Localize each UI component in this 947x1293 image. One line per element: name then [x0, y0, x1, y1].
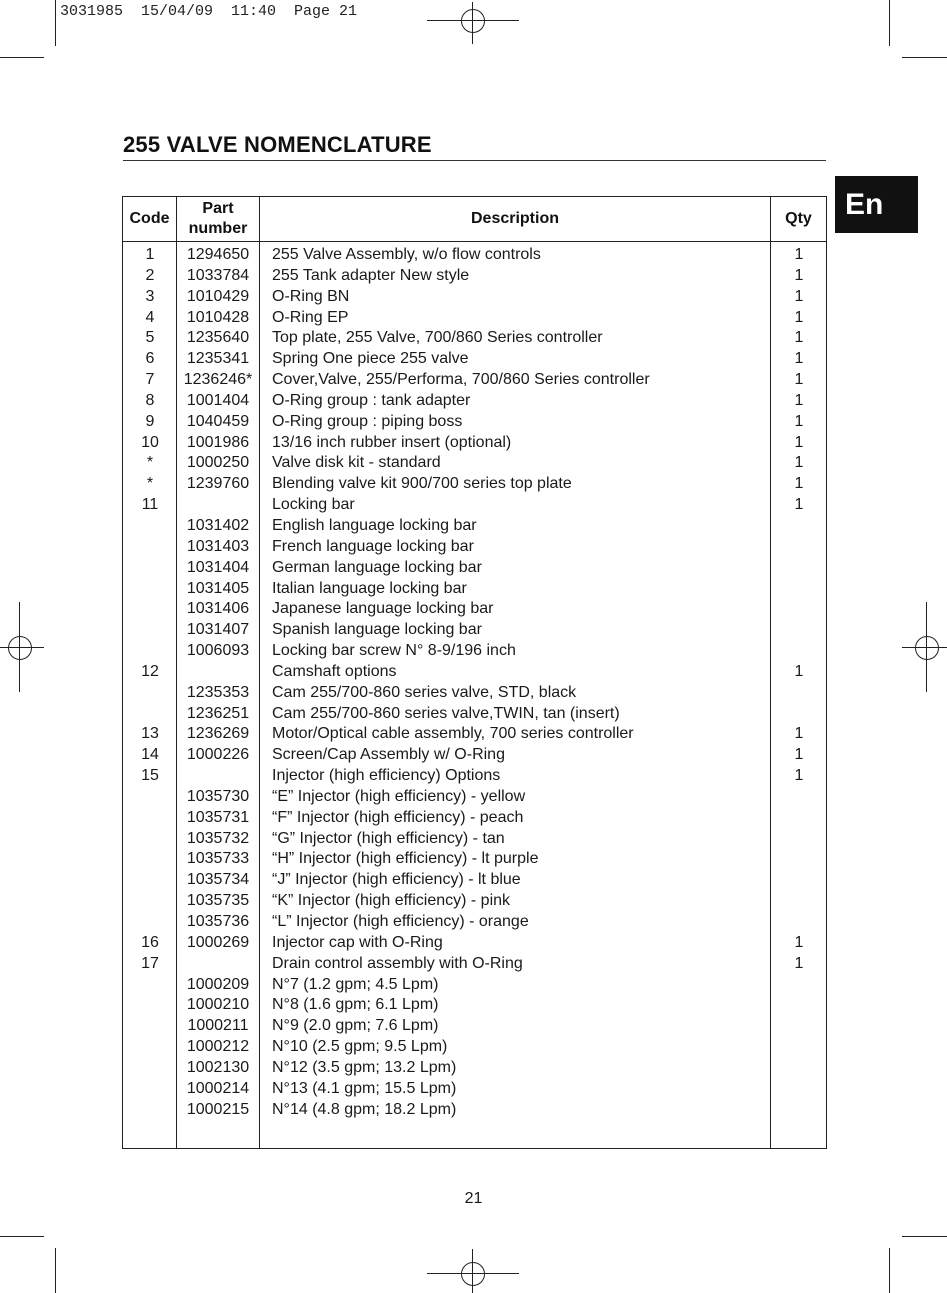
table-row [123, 704, 828, 725]
cell-code: 15 [141, 767, 159, 785]
cell-code: 2 [145, 266, 155, 284]
cell-qty: 1 [794, 350, 804, 368]
header-description: Description [470, 210, 559, 227]
cell-code: 16 [141, 933, 159, 951]
cell-part-number: 1000269 [186, 933, 250, 951]
cell-code: 14 [141, 746, 159, 764]
table-row [123, 558, 828, 579]
table-row [123, 308, 828, 329]
cell-qty: 1 [794, 725, 804, 743]
cell-qty: 1 [794, 454, 804, 472]
table-row [123, 266, 828, 287]
cell-part-number: 1035734 [186, 871, 250, 889]
cell-part-number: 1006093 [186, 642, 250, 660]
cell-part-number: 1236251 [186, 704, 250, 722]
cell-part-number: 1000211 [187, 1017, 249, 1035]
table-row [123, 516, 828, 537]
cell-description: N°8 (1.6 gpm; 6.1 Lpm) [272, 996, 439, 1014]
table-row [123, 1058, 828, 1079]
cell-description: “K” Injector (high efficiency) - pink [272, 892, 511, 910]
cell-description: “H” Injector (high efficiency) - lt purple [272, 850, 539, 868]
cell-code: 8 [145, 391, 155, 409]
table-row [123, 537, 828, 558]
cell-part-number: 1031402 [186, 516, 250, 534]
cell-description: N°12 (3.5 gpm; 13.2 Lpm) [272, 1058, 457, 1076]
cell-part-number: 1035732 [186, 829, 250, 847]
cell-part-number: 1031406 [186, 600, 250, 618]
table-row [123, 724, 828, 745]
cell-qty: 1 [794, 496, 804, 514]
cell-code: 4 [145, 308, 155, 326]
cell-description: Japanese language locking bar [272, 600, 494, 618]
table-row [123, 287, 828, 308]
cell-part-number: 1031403 [186, 537, 250, 555]
cell-qty: 1 [794, 475, 804, 493]
cell-part-number: 1235640 [186, 329, 250, 347]
header-code: Code [129, 210, 170, 227]
cell-description: Cover,Valve, 255/Performa, 700/860 Series controller [272, 371, 650, 389]
cell-part-number: 1033784 [186, 266, 250, 284]
cell-part-number: 1239760 [186, 475, 250, 493]
cell-part-number: 1000214 [186, 1079, 250, 1097]
cell-part-number: 1235341 [186, 350, 250, 368]
cell-qty: 1 [794, 933, 804, 951]
table-row [123, 474, 828, 495]
table-row [123, 1100, 828, 1121]
nomenclature-table [122, 196, 827, 1149]
table-row [123, 849, 828, 870]
header-divider [123, 241, 826, 242]
cell-description: German language locking bar [272, 558, 482, 576]
cell-part-number: 1001986 [186, 433, 250, 451]
cell-part-number: 1294650 [186, 246, 250, 263]
table-row [123, 328, 828, 349]
table-row [123, 641, 828, 662]
cell-part-number: 1035733 [186, 850, 250, 868]
cell-description: N°14 (4.8 gpm; 18.2 Lpm) [272, 1100, 457, 1118]
cell-qty: 1 [794, 433, 804, 451]
cell-description: Injector (high efficiency) Options [272, 767, 501, 785]
cell-description: O-Ring EP [272, 308, 349, 326]
cell-description: O-Ring group : tank adapter [272, 391, 471, 409]
table-row [123, 995, 828, 1016]
cell-part-number: 1000210 [186, 996, 250, 1014]
cell-description: “E” Injector (high efficiency) - yellow [272, 787, 526, 805]
table-row [123, 412, 828, 433]
cell-description: “J” Injector (high efficiency) - lt blue [272, 871, 521, 889]
cell-part-number: 1035736 [186, 913, 250, 930]
cell-qty: 1 [794, 412, 804, 430]
table-row [123, 391, 828, 412]
cell-description: 255 Valve Assembly, w/o flow controls [272, 246, 541, 263]
cell-description: Injector cap with O-Ring [272, 933, 443, 951]
cell-code: 11 [141, 496, 159, 514]
table-row [123, 912, 828, 933]
cell-qty: 1 [794, 662, 804, 680]
cell-part-number: 1000209 [186, 975, 250, 993]
cell-qty: 1 [794, 954, 804, 972]
cell-description: Locking bar screw N° 8-9/196 inch [272, 642, 516, 660]
title-divider [123, 160, 826, 161]
cell-part-number: 1236246* [183, 371, 253, 389]
cell-code: 17 [141, 954, 159, 972]
cell-code: 10 [141, 433, 159, 451]
cell-part-number: 1236269 [186, 725, 250, 743]
table-row [123, 808, 828, 829]
cell-qty: 1 [794, 767, 804, 785]
table-row [123, 453, 828, 474]
cell-qty: 1 [794, 371, 804, 389]
table-row [123, 891, 828, 912]
cell-description: Blending valve kit 900/700 series top plate [272, 475, 572, 493]
table-row [123, 370, 828, 391]
cell-description: Locking bar [272, 496, 355, 514]
cell-description: 13/16 inch rubber insert (optional) [272, 433, 512, 451]
table-row [123, 599, 828, 620]
table-row [123, 975, 828, 996]
cell-part-number: 1031405 [186, 579, 250, 597]
header-part-number: Part number [188, 200, 248, 237]
cell-description: Spanish language locking bar [272, 621, 482, 639]
cell-description: N°10 (2.5 gpm; 9.5 Lpm) [272, 1038, 448, 1056]
table-row [123, 620, 828, 641]
cell-code: 3 [145, 287, 155, 305]
cell-description: “G” Injector (high efficiency) - tan [272, 829, 505, 847]
cell-description: Camshaft options [272, 662, 397, 680]
cell-qty: 1 [794, 266, 804, 284]
cell-description: “F” Injector (high efficiency) - peach [272, 808, 524, 826]
cell-description: 255 Tank adapter New style [272, 266, 470, 284]
cell-description: Spring One piece 255 valve [272, 350, 469, 368]
cell-description: Screen/Cap Assembly w/ O-Ring [272, 746, 505, 764]
table-row [123, 433, 828, 454]
cell-part-number: 1031407 [186, 621, 250, 639]
cell-description: Drain control assembly with O-Ring [272, 954, 523, 972]
cell-part-number: 1000215 [186, 1100, 250, 1118]
cell-code: 7 [145, 371, 155, 389]
cell-description: Top plate, 255 Valve, 700/860 Series controller [272, 329, 603, 347]
table-row [123, 766, 828, 787]
language-tab: En [835, 176, 918, 233]
table-row [123, 495, 828, 516]
cell-description: N°13 (4.1 gpm; 15.5 Lpm) [272, 1079, 457, 1097]
table-row [123, 662, 828, 683]
cell-part-number: 1000212 [186, 1038, 250, 1056]
table-row [123, 933, 828, 954]
cell-qty: 1 [794, 308, 804, 326]
cell-qty: 1 [794, 246, 804, 263]
cell-description: N°9 (2.0 gpm; 7.6 Lpm) [272, 1017, 439, 1035]
cell-part-number: 1000250 [186, 454, 250, 472]
cell-part-number: 1040459 [186, 412, 250, 430]
cell-code: * [146, 475, 154, 493]
table-row [123, 745, 828, 766]
table-row [123, 683, 828, 704]
cell-part-number: 1010429 [186, 287, 250, 305]
cell-part-number: 1035731 [186, 808, 250, 826]
cell-qty: 1 [794, 287, 804, 305]
page-number: 21 [464, 1190, 483, 1207]
table-row [123, 954, 828, 975]
cell-part-number: 1035730 [186, 787, 250, 805]
cell-qty: 1 [794, 391, 804, 409]
cell-qty: 1 [794, 329, 804, 347]
table-row [123, 349, 828, 370]
cell-description: N°7 (1.2 gpm; 4.5 Lpm) [272, 975, 439, 993]
cell-part-number: 1000226 [186, 746, 250, 764]
table-body [123, 245, 828, 1120]
table-row [123, 1079, 828, 1100]
cell-code: 9 [145, 412, 155, 430]
cell-part-number: 1010428 [186, 308, 250, 326]
cell-description: Valve disk kit - standard [272, 454, 441, 472]
table-row [123, 245, 828, 266]
table-row [123, 787, 828, 808]
page-title: 255 VALVE NOMENCLATURE [123, 132, 432, 157]
cell-code: 6 [145, 350, 155, 368]
header-qty: Qty [785, 210, 812, 227]
print-slug-header: 3031985 15/04/09 11:40 Page 21 [60, 3, 358, 20]
table-row [123, 1037, 828, 1058]
cell-part-number: 1001404 [186, 391, 250, 409]
table-row [123, 829, 828, 850]
table-row [123, 579, 828, 600]
cell-description: O-Ring group : piping boss [272, 412, 463, 430]
cell-part-number: 1235353 [186, 683, 250, 701]
cell-part-number: 1035735 [186, 892, 250, 910]
cell-description: French language locking bar [272, 537, 474, 555]
cell-description: Italian language locking bar [272, 579, 467, 597]
cell-code: * [146, 454, 154, 472]
table-row [123, 870, 828, 891]
cell-part-number: 1002130 [186, 1058, 250, 1076]
cell-description: O-Ring BN [272, 287, 350, 305]
cell-description: English language locking bar [272, 516, 477, 534]
cell-code: 1 [145, 246, 155, 263]
table-row [123, 1016, 828, 1037]
cell-qty: 1 [794, 746, 804, 764]
cell-part-number: 1031404 [186, 558, 250, 576]
cell-code: 13 [141, 725, 159, 743]
cell-code: 5 [145, 329, 155, 347]
cell-description: Cam 255/700-860 series valve,TWIN, tan (insert) [272, 704, 620, 722]
cell-description: “L” Injector (high efficiency) - orange [272, 913, 529, 930]
cell-description: Motor/Optical cable assembly, 700 series controller [272, 725, 634, 743]
cell-code: 12 [141, 662, 159, 680]
cell-description: Cam 255/700-860 series valve, STD, black [272, 683, 577, 701]
